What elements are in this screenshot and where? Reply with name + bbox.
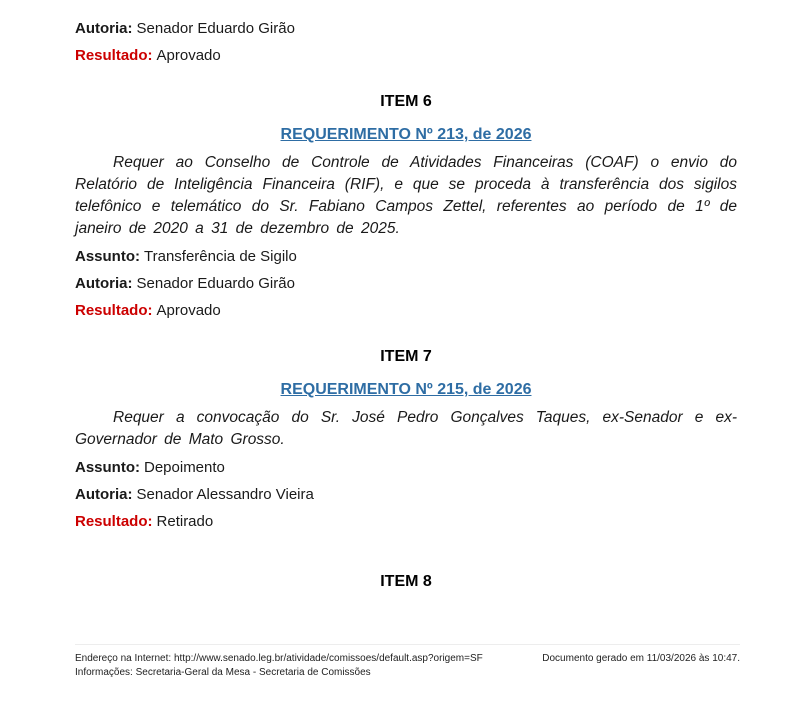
autoria-line (75, 274, 737, 294)
resultado-value: Aprovado (156, 302, 221, 319)
assunto-line (75, 458, 737, 478)
requerimento-link[interactable]: REQUERIMENTO Nº 213, de 2026 (280, 126, 532, 143)
footer-left (75, 652, 483, 680)
autoria-label: Autoria: (75, 486, 133, 503)
requerimento-link[interactable]: REQUERIMENTO Nº 215, de 2026 (280, 381, 532, 398)
resultado-line (75, 512, 737, 532)
assunto-value: Depoimento (144, 459, 225, 476)
item-7-section (75, 347, 737, 532)
footer-info-line: Informações: Secretaria-Geral da Mesa - Secretaria de Comissões (75, 667, 371, 678)
item-heading: ITEM 7 (380, 348, 432, 365)
resultado-line (75, 301, 737, 321)
autoria-value: Senador Alessandro Vieira (136, 486, 314, 503)
autoria-label: Autoria: (75, 20, 133, 37)
resultado-label: Resultado: (75, 513, 153, 530)
item-8-heading: ITEM 8 (380, 573, 432, 590)
ementa-paragraph: Requer ao Conselho de Controle de Atividades Financeiras (COAF) o envio do Relatório de Inteligência Financeira (RIF), e que se proceda à transferência dos sigilos telefônico e telemático do Sr. Fabiano Campos Zettel, referentes ao período de 1º de janeiro de 2020 a 31 de dezembro de 2025. (75, 154, 737, 237)
resultado-value: Aprovado (156, 47, 221, 64)
assunto-label: Assunto: (75, 459, 140, 476)
autoria-value: Senador Eduardo Girão (136, 275, 295, 292)
footer-address-line: Endereço na Internet: http://www.senado.leg.br/atividade/comissoes/default.asp?origem=SF (75, 653, 483, 664)
resultado-label: Resultado: (75, 47, 153, 64)
autoria-value: Senador Eduardo Girão (136, 20, 295, 37)
autoria-label: Autoria: (75, 275, 133, 292)
autoria-line (75, 19, 737, 39)
item-heading: ITEM 6 (380, 93, 432, 110)
resultado-value: Retirado (156, 513, 214, 530)
resultado-label: Resultado: (75, 302, 153, 319)
resultado-line (75, 46, 737, 66)
item-6-section (75, 92, 737, 321)
assunto-label: Assunto: (75, 248, 140, 265)
assunto-line (75, 247, 737, 267)
autoria-line (75, 485, 737, 505)
ementa-paragraph: Requer a convocação do Sr. José Pedro Gonçalves Taques, ex-Senador e ex-Governador de Mato Grosso. (75, 409, 737, 448)
footer-generated-line: Documento gerado em 11/03/2026 às 10:47. (542, 653, 740, 664)
page-footer (75, 644, 740, 680)
assunto-value: Transferência de Sigilo (144, 248, 297, 265)
